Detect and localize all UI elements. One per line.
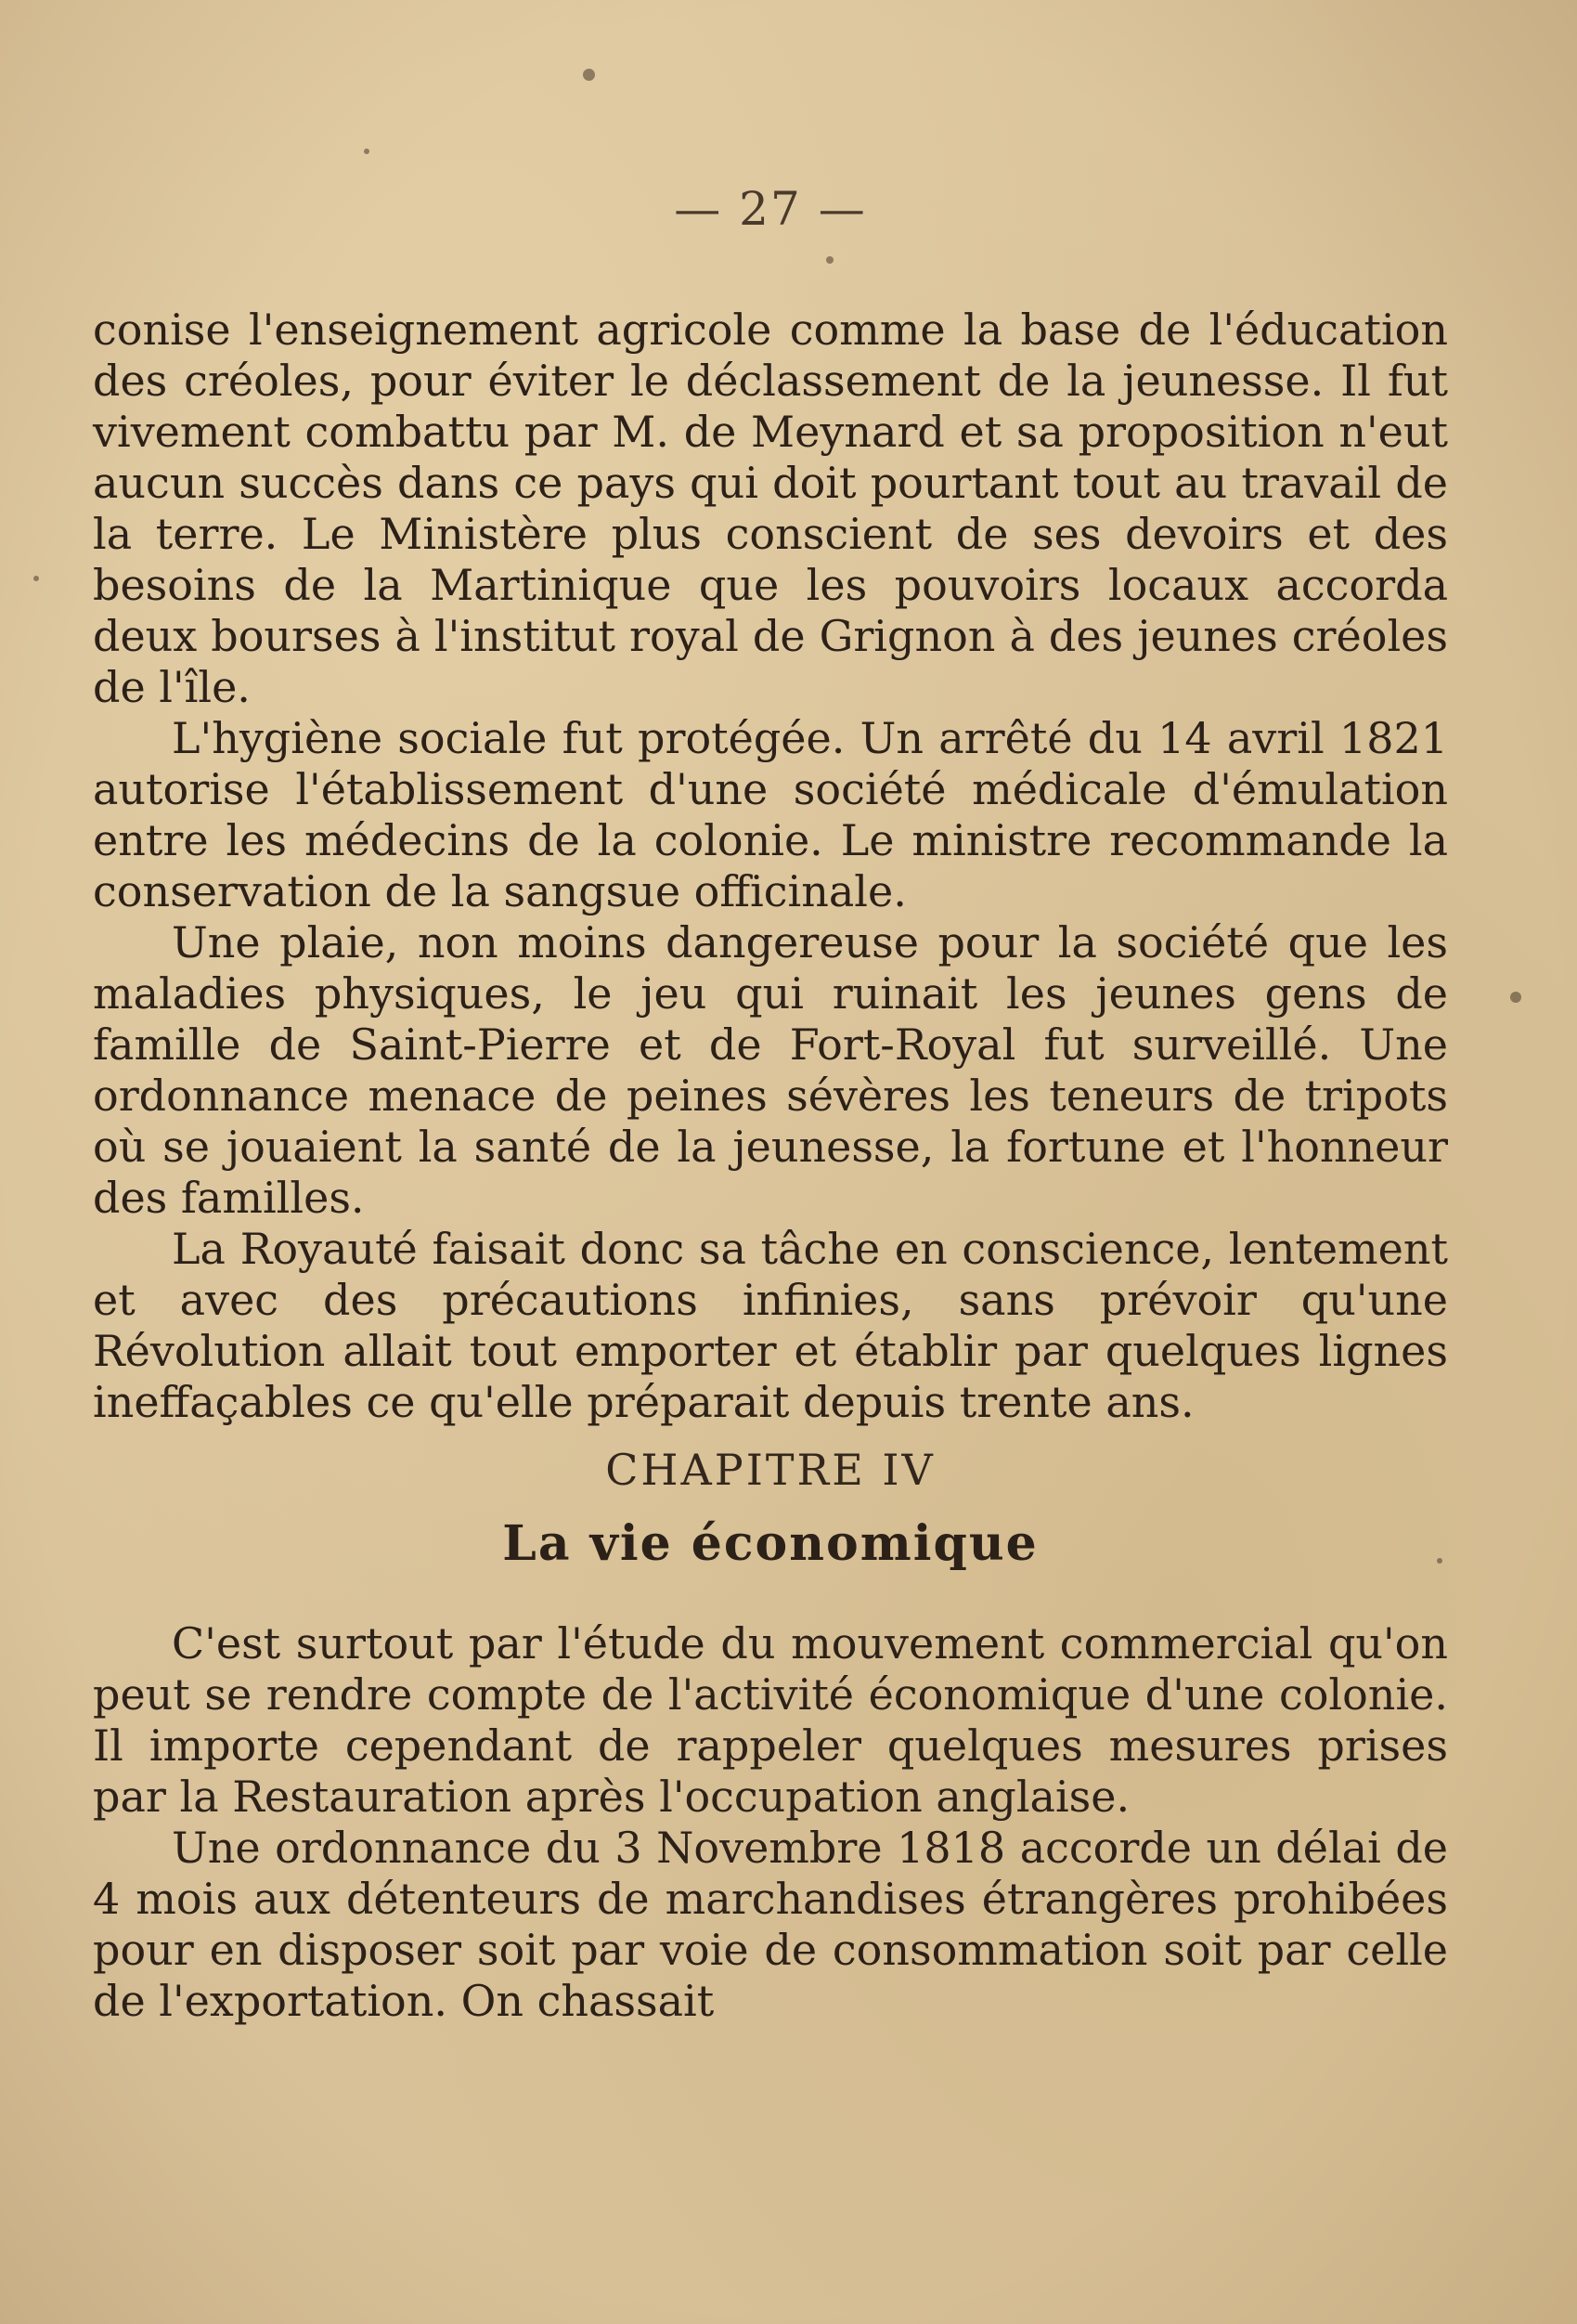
- paragraph-social-hygiene: L'hygiène sociale fut protégée. Un arrêté du 14 avril 1821 autorise l'établissement d'une société médicale d'émulation entre les médecins de la colonie. Le ministre recommande la conservation de la sangsue officinale.: [93, 713, 1448, 916]
- paragraph-commercial-movement: C'est surtout par l'étude du mouvement commercial qu'on peut se rendre compte de l'activité économique d'une colonie. Il importe cependant de rappeler quelques mesures prises par la Restauration après l'occupation anglaise.: [93, 1618, 1448, 1822]
- paragraph-agricultural-education: conise l'enseignement agricole comme la base de l'éducation des créoles, pour éviter le déclassement de la jeunesse. Il fut vivement combattu par M. de Meynard et sa proposition n'eut aucun succès dans ce pays qui doit pourtant tout au travail de la terre. Le Ministère plus conscient de ses devoirs et des besoins de la Martinique que les pouvoirs locaux accorda deux bourses à l'institut royal de Grignon à des jeunes créoles de l'île.: [93, 305, 1448, 712]
- paper-speck: [826, 256, 834, 264]
- paper-speck: [1510, 992, 1521, 1003]
- book-page: [93, 0, 1448, 2324]
- paragraph-ordinance-1818: Une ordonnance du 3 Novembre 1818 accorde un délai de 4 mois aux détenteurs de marchandises étrangères prohibées pour en disposer soit par voie de consommation soit par celle de l'exportation. On chassait: [93, 1823, 1448, 2026]
- paper-speck: [1437, 1558, 1442, 1564]
- paper-speck: [364, 149, 369, 154]
- page-number: — 27 —: [674, 182, 867, 236]
- paragraph-royalty: La Royauté faisait donc sa tâche en conscience, lentement et avec des précautions infinies, sans prévoir qu'une Révolution allait tout emporter et établir par quelques lignes ineffaçables ce qu'elle préparait depuis trente ans.: [93, 1224, 1448, 1427]
- chapter-heading: CHAPITRE IV: [605, 1445, 936, 1495]
- paper-speck: [33, 576, 39, 581]
- chapter-title: La vie économique: [502, 1515, 1039, 1572]
- paper-speck: [583, 69, 595, 81]
- paragraph-gambling: Une plaie, non moins dangereuse pour la société que les maladies physiques, le jeu qui ruinait les jeunes gens de famille de Saint-Pierre et de Fort-Royal fut surveillé. Une ordonnance menace de peines sévères les teneurs de tripots où se jouaient la santé de la jeunesse, la fortune et l'honneur des familles.: [93, 917, 1448, 1223]
- body-text: [93, 305, 1448, 2027]
